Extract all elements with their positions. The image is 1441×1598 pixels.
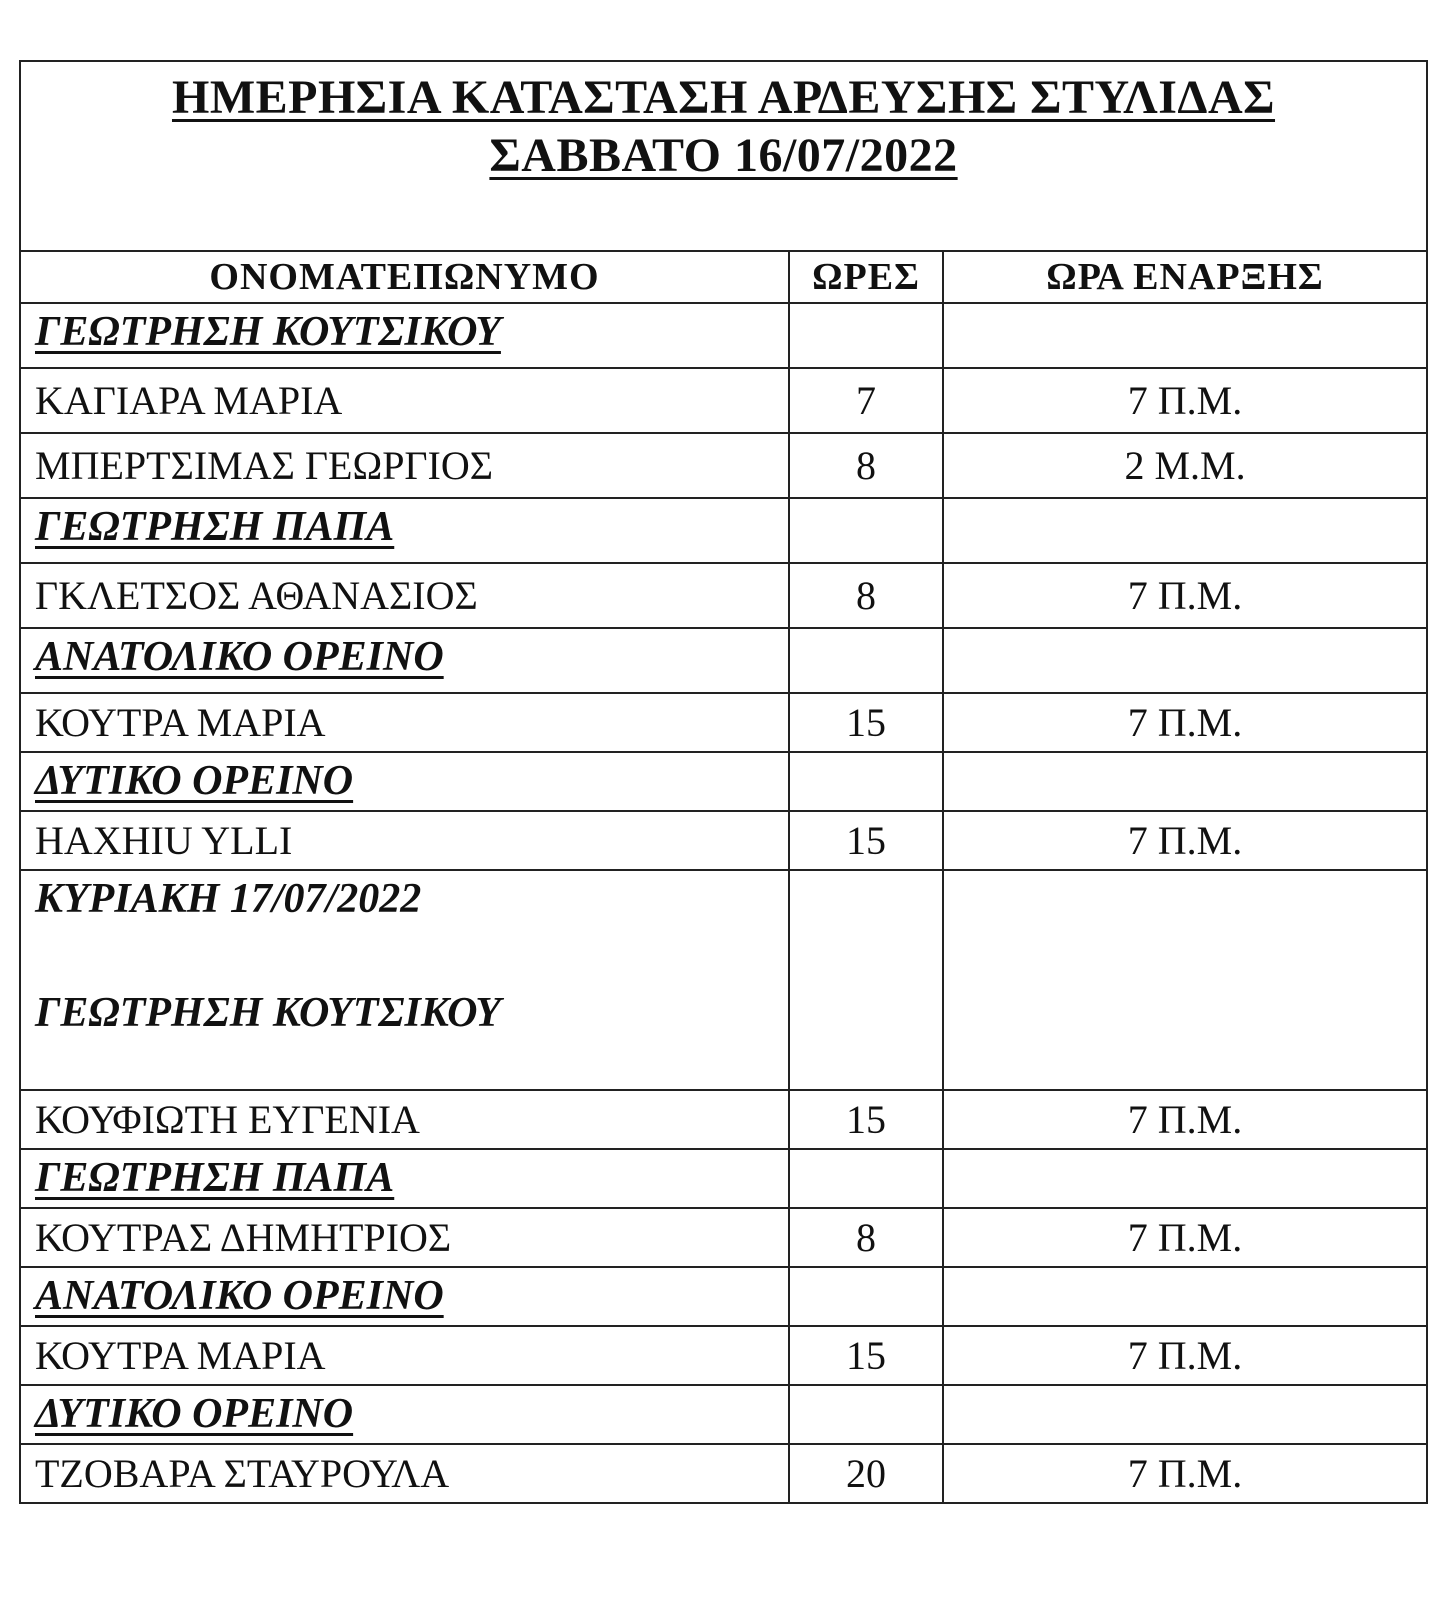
document-title: ΗΜΕΡΗΣΙΑ ΚΑΤΑΣΤΑΣΗ ΑΡΔΕΥΣΗΣ ΣΤΥΛΙΔΑΣ	[171, 71, 1276, 124]
section-row	[20, 1385, 1427, 1444]
section-row	[20, 628, 1427, 693]
irrigation-schedule-table	[19, 60, 1428, 1504]
section-title: ΔΥΤΙΚΟ ΟΡΕΙΝΟ	[20, 752, 789, 811]
title-row	[20, 61, 1427, 251]
table-row	[20, 1326, 1427, 1385]
section-title: ΓΕΩΤΡΗΣΗ ΚΟΥΤΣΙΚΟΥ	[20, 303, 789, 368]
empty-cell	[943, 1267, 1427, 1326]
section-title: ΑΝΑΤΟΛΙΚΟ ΟΡΕΙΝΟ	[20, 628, 789, 693]
empty-cell	[789, 628, 943, 693]
empty-cell	[789, 1267, 943, 1326]
start-time-value: 7 Π.Μ.	[943, 368, 1427, 433]
hours-value: 8	[789, 563, 943, 628]
empty-cell	[943, 498, 1427, 563]
header-row	[20, 251, 1427, 303]
person-name: ΜΠΕΡΤΣΙΜΑΣ ΓΕΩΡΓΙΟΣ	[20, 433, 789, 498]
section-title: ΓΕΩΤΡΗΣΗ ΚΟΥΤΣΙΚΟΥ	[35, 990, 501, 1036]
hours-value: 15	[789, 1090, 943, 1149]
column-header-hours: ΩΡΕΣ	[789, 251, 943, 303]
hours-value: 8	[789, 1208, 943, 1267]
day-title: ΚΥΡΙΑΚΗ 17/07/2022	[35, 876, 422, 922]
empty-cell	[789, 303, 943, 368]
start-time-value: 2 Μ.Μ.	[943, 433, 1427, 498]
hours-value: 15	[789, 693, 943, 752]
table-row	[20, 563, 1427, 628]
hours-value: 20	[789, 1444, 943, 1503]
section-row	[20, 498, 1427, 563]
hours-value: 7	[789, 368, 943, 433]
table-row	[20, 811, 1427, 870]
person-name: ΚΟΥΤΡΑ ΜΑΡΙΑ	[20, 693, 789, 752]
empty-cell	[789, 1149, 943, 1208]
start-time-value: 7 Π.Μ.	[943, 563, 1427, 628]
table-row	[20, 1444, 1427, 1503]
empty-cell	[943, 1385, 1427, 1444]
table-row	[20, 1208, 1427, 1267]
empty-cell	[943, 303, 1427, 368]
column-header-start-time: ΩΡΑ ΕΝΑΡΞΗΣ	[943, 251, 1427, 303]
empty-cell	[789, 498, 943, 563]
person-name: ΓΚΛΕΤΣΟΣ ΑΘΑΝΑΣΙΟΣ	[20, 563, 789, 628]
section-title: ΔΥΤΙΚΟ ΟΡΕΙΝΟ	[20, 1385, 789, 1444]
column-header-name: ΟΝΟΜΑΤΕΠΩΝΥΜΟ	[20, 251, 789, 303]
section-title-block	[20, 870, 789, 1090]
section-title: ΑΝΑΤΟΛΙΚΟ ΟΡΕΙΝΟ	[20, 1267, 789, 1326]
section-title: ΓΕΩΤΡΗΣΗ ΠΑΠΑ	[20, 1149, 789, 1208]
empty-cell	[943, 752, 1427, 811]
section-title: ΓΕΩΤΡΗΣΗ ΠΑΠΑ	[20, 498, 789, 563]
title-cell	[20, 61, 1427, 251]
person-name: HAXHIU YLLI	[20, 811, 789, 870]
empty-cell	[789, 1385, 943, 1444]
start-time-value: 7 Π.Μ.	[943, 1444, 1427, 1503]
table-row	[20, 1090, 1427, 1149]
hours-value: 15	[789, 1326, 943, 1385]
hours-value: 8	[789, 433, 943, 498]
table-row	[20, 433, 1427, 498]
section-row	[20, 1267, 1427, 1326]
hours-value: 15	[789, 811, 943, 870]
person-name: ΚΟΥΤΡΑ ΜΑΡΙΑ	[20, 1326, 789, 1385]
section-row	[20, 752, 1427, 811]
document-date: ΣΑΒΒΑΤΟ 16/07/2022	[489, 129, 958, 182]
section-row	[20, 1149, 1427, 1208]
person-name: ΚΟΥΦΙΩΤΗ ΕΥΓΕΝΙΑ	[20, 1090, 789, 1149]
section-row-sunday	[20, 870, 1427, 1090]
start-time-value: 7 Π.Μ.	[943, 1326, 1427, 1385]
table-row	[20, 368, 1427, 433]
start-time-value: 7 Π.Μ.	[943, 811, 1427, 870]
person-name: ΚΑΓΙΑΡΑ ΜΑΡΙΑ	[20, 368, 789, 433]
start-time-value: 7 Π.Μ.	[943, 1208, 1427, 1267]
person-name: ΚΟΥΤΡΑΣ ΔΗΜΗΤΡΙΟΣ	[20, 1208, 789, 1267]
empty-cell	[789, 870, 943, 1090]
empty-cell	[943, 1149, 1427, 1208]
person-name: ΤΖΟΒΑΡΑ ΣΤΑΥΡΟΥΛΑ	[20, 1444, 789, 1503]
empty-cell	[943, 628, 1427, 693]
empty-cell	[943, 870, 1427, 1090]
table-row	[20, 693, 1427, 752]
section-row	[20, 303, 1427, 368]
start-time-value: 7 Π.Μ.	[943, 1090, 1427, 1149]
empty-cell	[789, 752, 943, 811]
start-time-value: 7 Π.Μ.	[943, 693, 1427, 752]
